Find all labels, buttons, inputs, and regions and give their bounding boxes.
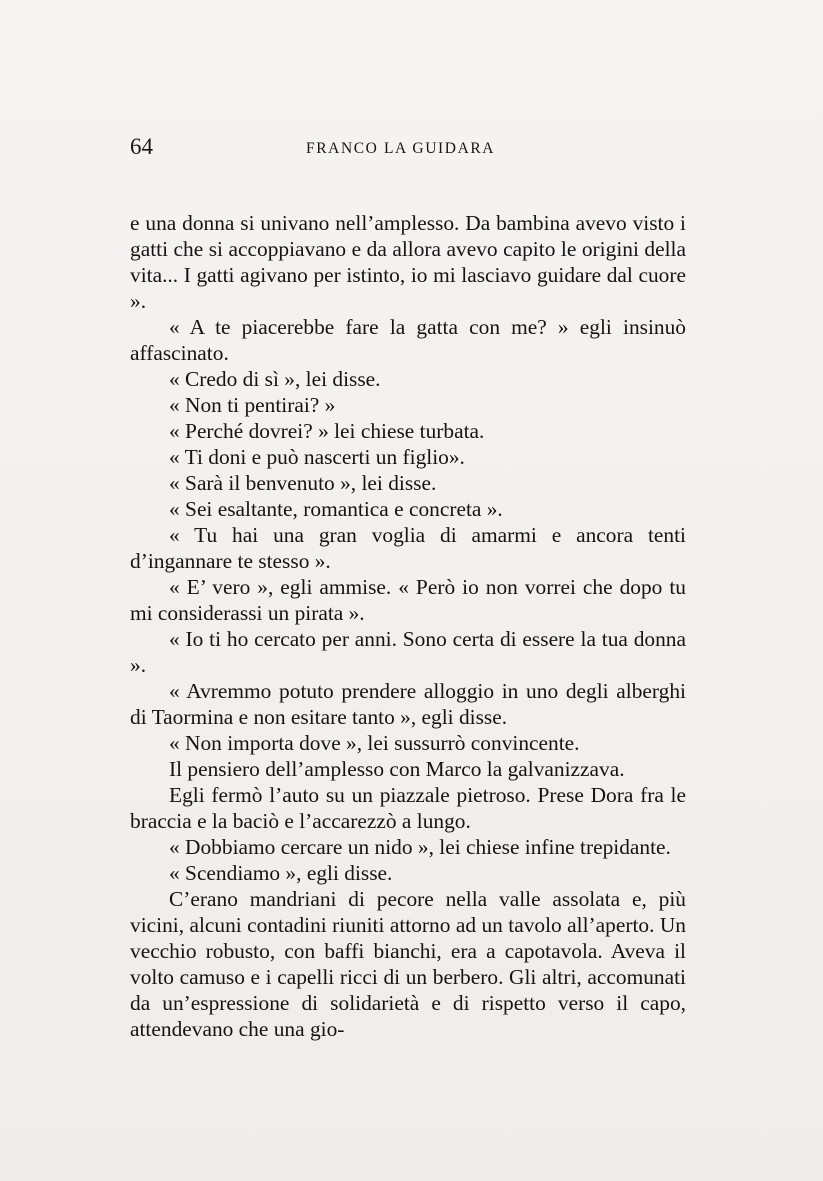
paragraph: « Scendiamo », egli disse. [169, 861, 393, 885]
paragraph: « Tu hai una gran voglia di amarmi e ancora tenti d’ingannare te stesso ». [130, 523, 686, 573]
page-number: 64 [130, 134, 153, 159]
paragraph: « A te piacerebbe fare la gatta con me? » egli insinuò affascinato. [130, 315, 686, 365]
paragraph: Egli fermò l’auto su un piazzale pietroso. Prese Dora fra le braccia e la baciò e l’accarezzò a lungo. [130, 783, 686, 833]
paragraph: « Io ti ho cercato per anni. Sono certa di essere la tua donna ». [130, 627, 686, 677]
paragraph: « Non ti pentirai? » [169, 393, 336, 417]
paragraph: « Credo di sì », lei disse. [169, 367, 381, 391]
running-head [130, 132, 690, 166]
paragraph: « Avremmo potuto prendere alloggio in uno degli alberghi di Taormina e non esitare tanto », egli disse. [130, 679, 686, 729]
paragraph: « Ti doni e può nascerti un figlio». [169, 445, 465, 469]
paragraph: « Non importa dove », lei sussurrò convincente. [169, 731, 580, 755]
paragraph: « E’ vero », egli ammise. « Però io non vorrei che dopo tu mi considerassi un pirata ». [130, 575, 686, 625]
paragraph: « Sei esaltante, romantica e concreta ». [169, 497, 503, 521]
paragraph: e una donna si univano nell’amplesso. Da bambina avevo visto i gatti che si accoppiavano e da allora avevo capito le origini della vita... I gatti agivano per istinto, io mi lasciavo guidare dal cuore ». [130, 211, 686, 313]
paragraph: « Dobbiamo cercare un nido », lei chiese infine trepidante. [169, 835, 671, 859]
paragraph: « Perché dovrei? » lei chiese turbata. [169, 419, 485, 443]
paragraph: « Sarà il benvenuto », lei disse. [169, 471, 437, 495]
paragraph: C’erano mandriani di pecore nella valle assolata e, più vicini, alcuni contadini riuniti attorno ad un tavolo all’aperto. Un vecchio robusto, con baffi bianchi, era a capotavola. Aveva il volto camuso e i capelli ricci di un berbero. Gli altri, accomunati da un’espressione di solidarietà e di rispetto verso il capo, attendevano che una gio- [130, 887, 686, 1041]
paragraph: Il pensiero dell’amplesso con Marco la galvanizzava. [169, 757, 625, 781]
running-title: FRANCO LA GUIDARA [306, 140, 496, 157]
text-body [130, 210, 686, 1042]
